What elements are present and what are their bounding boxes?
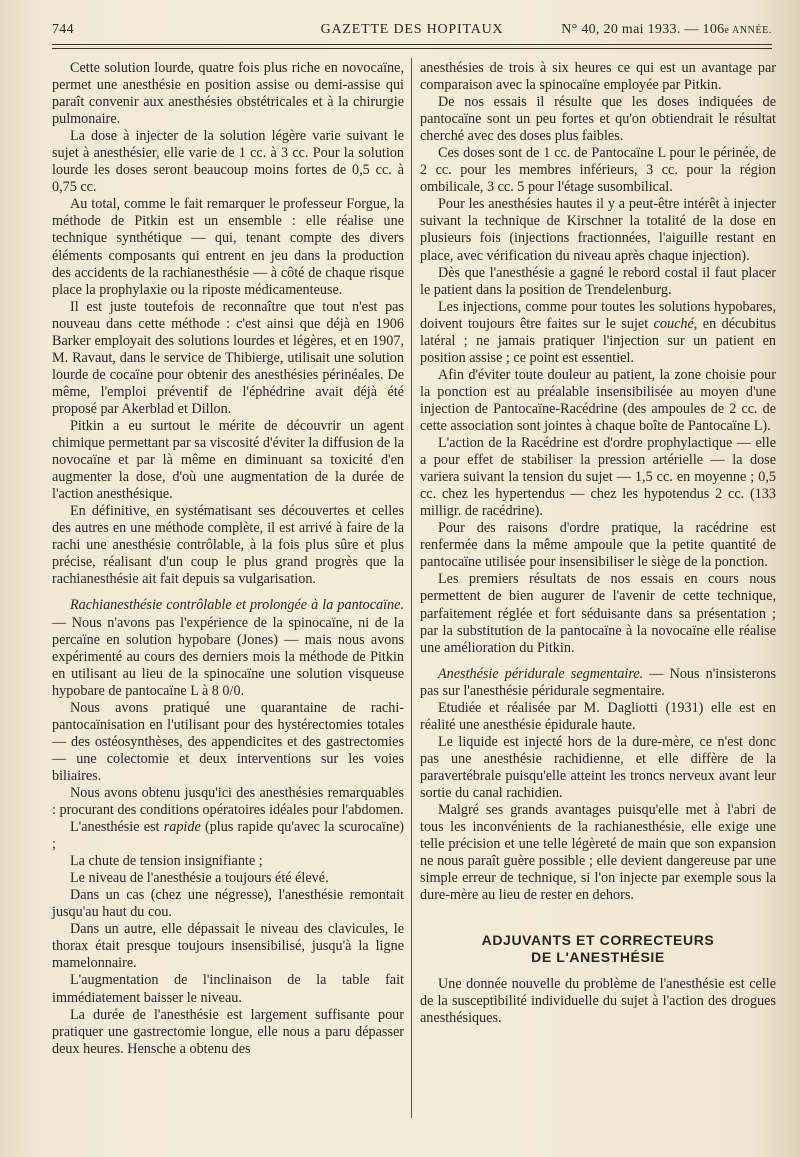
- section-heading-line: ADJUVANTS ET CORRECTEURS: [481, 932, 715, 949]
- paragraph: Au total, comme le fait remarquer le professeur Forgue, la méthode de Pitkin est un ensemble : elle réalise une technique synthétique — qui, tenant compte des divers éléments composants qui entrent en jeu dans la production des accidents de la rachianesthésie — à côté de chaque risque place la prophylaxie ou la riposte médicamenteuse.: [52, 196, 404, 298]
- paragraph-text: Les injections, comme pour toutes les solutions hypobares, doivent toujours être faites sur le sujet: [420, 298, 776, 332]
- paragraph-text: L'anesthésie est: [70, 819, 164, 836]
- journal-title: GAZETTE DES HOPITAUX: [320, 22, 504, 37]
- issue-info: [561, 22, 772, 38]
- right-column: [420, 60, 776, 1027]
- paragraph: Une donnée nouvelle du problème de l'anesthésie est celle de la susceptibilité individuelle du sujet à l'action des drogues anesthésiques.: [420, 976, 776, 1027]
- subsection-title: Anesthésie péridurale segmentaire.: [438, 665, 644, 682]
- page-number: 744: [52, 22, 74, 37]
- paragraph: L'action de la Racédrine est d'ordre prophylactique — elle a pour effet de stabiliser la pression artérielle — la dose variera suivant la tension du sujet — 1,5 cc. en moyenne ; 0,5 cc. chez les hypertendus — chez les hypotendus 2 cc. (133 milligr. de racédrine).: [420, 435, 776, 520]
- paragraph: Pitkin a eu surtout le mérite de découvrir un agent chimique permettant par sa viscosité d'éviter la diffusion de la novocaïne et par là même en diminuant sa toxicité d'en augmenter la dose, d'où une augmentation de la durée de l'action anesthésique.: [52, 417, 404, 503]
- header-rule-top: [52, 44, 772, 45]
- paragraph: Dans un cas (chez une négresse), l'anesthésie remontait jusqu'au haut du cou.: [52, 887, 404, 921]
- subsection-paragraph: [420, 666, 776, 700]
- column-divider: [411, 58, 412, 1118]
- paragraph: Afin d'éviter toute douleur au patient, la zone choisie pour la ponction est au préalable insensibilisée au moyen d'une injection de Pantocaïne-Racédrine (des ampoules de 2 cc. de cette association sont jointes à chaque boîte de Pantocaïne L).: [420, 366, 776, 434]
- paragraph: Ces doses sont de 1 cc. de Pantocaïne L pour le périnée, de 2 cc. pour les membres inférieurs, 3 cc. pour la région ombilicale, 3 cc. 5 pour l'étage susombilical.: [420, 145, 776, 196]
- paragraph: Nous avons pratiqué une quarantaine de rachi-pantocaïnisation en l'utilisant pour des hystérectomies totales — des ostéosynthèses, des appendicites et des gastrectomies — une colectomie et deux interventions sur les voies biliaires.: [52, 699, 404, 784]
- paragraph: Les premiers résultats de nos essais en cours nous permettent de bien augurer de l'avenir de cette technique, parfaitement réglée et fort séduisante dans sa présentation ; par la substitution de la pantocaïne à la novocaïne elle réalise une amélioration du Pitkin.: [420, 571, 776, 656]
- page-header: [52, 20, 772, 44]
- paragraph: En définitive, en systématisant ses découvertes et celles des autres en une méthode complète, il est arrivé à faire de la rachi une anesthésie contrôlable, à la fois plus sûre et plus précise, réalisant d'un coup le plus grand progrès que la rachianesthésie ait fait depuis sa vulgarisation.: [52, 503, 404, 588]
- paragraph: Pour des raisons d'ordre pratique, la racédrine est renfermée dans la même ampoule que la petite quantité de pantocaïne utilisée pour insensibiliser le siège de la ponction.: [420, 520, 776, 571]
- issue-suffix: e ANNÉE.: [724, 25, 772, 36]
- paragraph: La dose à injecter de la solution légère varie suivant le sujet à anesthésier, elle varie de 1 cc. à 3 cc. Pour la solution lourde les doses seront beaucoup moins fortes de 0,5 cc. à 0,75 cc.: [52, 128, 404, 196]
- subsection-paragraph: [52, 597, 404, 699]
- paragraph-text: — Nous n'insisterons pas sur l'anesthésie péridurale segmentaire.: [420, 665, 777, 699]
- paragraph: Il est juste toutefois de reconnaître que tout n'est pas nouveau dans cette méthode : c'est ainsi que déjà en 1906 Barker employait des solutions lourdes et légères, et en 1907, M. Ravaut, dans le service de Thibierge, utilisait une solution lourde de cocaïne pour obtenir des anesthésies périnéales. De même, l'emploi préventif de l'éphédrine avait déjà été proposé par Akerblad et Dillon.: [52, 298, 404, 417]
- paragraph: Etudiée et réalisée par M. Dagliotti (1931) elle est en réalité une anesthésie épidurale haute.: [420, 699, 776, 733]
- paragraph: Le niveau de l'anesthésie a toujours été élevé.: [70, 870, 329, 887]
- paragraph: [52, 819, 404, 853]
- paragraph: Le liquide est injecté hors de la dure-mère, ce n'est donc pas une anesthésie rachidienne, et elle diffère de la paravertébrale puisqu'elle atteint les troncs nerveux avant leur sortie du canal rachidien.: [420, 733, 776, 801]
- paragraph: Nous avons obtenu jusqu'ici des anesthésies remarquables : procurant des conditions opératoires idéales pour l'abdomen.: [52, 784, 404, 819]
- paragraph: L'augmentation de l'inclinaison de la table fait immédiatement baisser le niveau.: [52, 972, 404, 1006]
- left-column: [52, 60, 404, 1058]
- paragraph: Cette solution lourde, quatre fois plus riche en novocaïne, permet une anesthésie en position assise ou demi-assise qui paraît convenir aux anesthésies obstétricales et à la chirurgie pulmonaire.: [52, 60, 404, 128]
- paragraph: Dès que l'anesthésie a gagné le rebord costal il faut placer le patient dans la position de Trendelenburg.: [420, 264, 776, 298]
- paragraph-text: (plus rapide qu'avec la scurocaïne) ;: [52, 819, 404, 853]
- paragraph: La durée de l'anesthésie est largement suffisante pour pratiquer une gastrectomie longue, elle nous a paru dépasser deux heures. Hensche a obtenu des: [52, 1006, 404, 1057]
- emphasis: couché: [653, 315, 694, 332]
- section-heading: [420, 932, 776, 966]
- paragraph: anesthésies de trois à six heures ce qui est un avantage par comparaison avec la spinocaïne employée par Pitkin.: [420, 60, 776, 94]
- subsection-title: Rachianesthésie contrôlable et prolongée à la pantocaïne.: [70, 597, 404, 614]
- section-heading-line: DE L'ANESTHÉSIE: [531, 949, 665, 966]
- paragraph: De nos essais il résulte que les doses indiquées de pantocaïne sont un peu fortes et qu'on obtiendrait le résultat cherché avec des doses plus faibles.: [420, 94, 776, 145]
- issue-main: N° 40, 20 mai 1933. — 106: [561, 22, 725, 37]
- emphasis: rapide: [163, 819, 201, 836]
- paragraph-text: — Nous n'avons pas l'expérience de la spinocaïne, ni de la percaïne en solution hypobare (Jones) — mais nous avons expérimenté au cours des derniers mois la méthode de Pitkin en utilisant au lieu de la spinocaïne une solution visqueuse hypobare de pantocaïne L à 8 0/0.: [52, 614, 404, 699]
- paragraph-text: , en décubitus latéral ; ne jamais pratiquer l'injection sur un patient en position assise ; ce point est essentiel.: [420, 315, 776, 366]
- paragraph: La chute de tension insignifiante ;: [70, 853, 263, 870]
- paragraph: Malgré ses grands avantages puisqu'elle met à l'abri de tous les inconvénients de la rachianesthésie, elle exige une telle précision et une telle légèreté de main que son expansion ne nous paraît guère possible ; elle devient dangereuse par une simple erreur de technique, si l'on injecte par exemple sous la dure-mère au lieu de rester en dehors.: [420, 802, 776, 904]
- header-rule-bottom: [52, 48, 772, 49]
- paragraph: Pour les anesthésies hautes il y a peut-être intérêt à injecter suivant la technique de Kirschner la totalité de la dose en plusieurs fois (injections fractionnées, l'aiguille restant en place, avec vérification du niveau après chaque injection).: [420, 196, 776, 264]
- paragraph: [420, 299, 776, 367]
- paragraph: Dans un autre, elle dépassait le niveau des clavicules, le thorax était presque toujours insensibilisé, jusqu'à la ligne mamelonnaire.: [52, 921, 404, 972]
